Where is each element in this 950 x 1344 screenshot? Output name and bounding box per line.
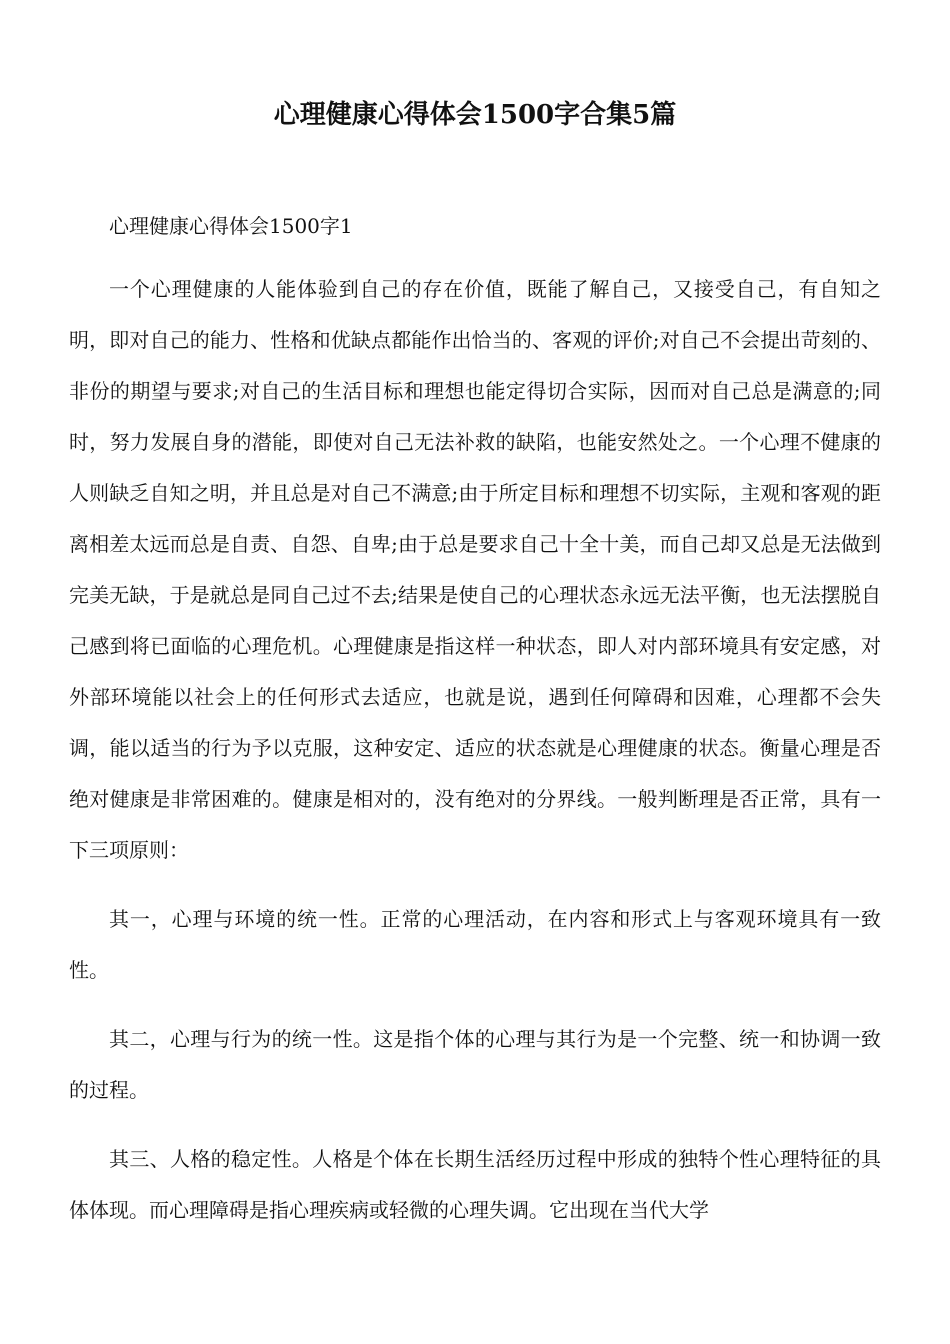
document-title: 心理健康心得体会1500字合集5篇 [273,100,677,130]
paragraph-principle-one: 其一，心理与环境的统一性。正常的心理活动，在内容和形式上与客观环境具有一致性。 [69,907,881,982]
paragraph-principle-three: 其三、人格的稳定性。人格是个体在长期生活经历过程中形成的独特个性心理特征的具体体现。而心理障碍是指心理疾病或轻微的心理失调。它出现在当代大学 [69,1147,881,1222]
paragraph-self-awareness: 一个心理健康的人能体验到自己的存在价值，既能了解自己，又接受自己，有自知之明，即对自己的能力、性格和优缺点都能作出恰当的、客观的评价;对自己不会提出苛刻的、非份的期望与要求;对自己的生活目标和理想也能定得切合实际，因而对自己总是满意的;同时，努力发展自身的潜能，即使对自己无法补救的缺陷，也能安然处之。一个心理不健康的人则缺乏自知之明，并且总是对自己不满意;由于所定目标和理想不切实际，主观和客观的距离相差太远而总是自责、自怨、自卑;由于总是要求自己十全十美，而自己却又总是无法做到完美无缺，于是就总是同自己过不去;结果是使自己的心理状态永远无法平衡，也无法摆脱自己感到将已面临的心理危机。心理健康是指这样一种状态，即人对内部环境具有安定感，对外部环境能以社会上的任何形式去适应，也就是说，遇到任何障碍和因难，心理都不会失调，能以适当的行为予以克服，这种安定、适应的状态就是心理健康的状态。衡量心理是否绝对健康是非常困难的。健康是相对的，没有绝对的分界线。一般判断理是否正常，具有一下三项原则： [69,277,881,862]
section-heading: 心理健康心得体会1500字1 [109,214,353,238]
document-body [69,206,881,1254]
paragraph-principle-two: 其二，心理与行为的统一性。这是指个体的心理与其行为是一个完整、统一和协调一致的过程。 [69,1027,881,1102]
